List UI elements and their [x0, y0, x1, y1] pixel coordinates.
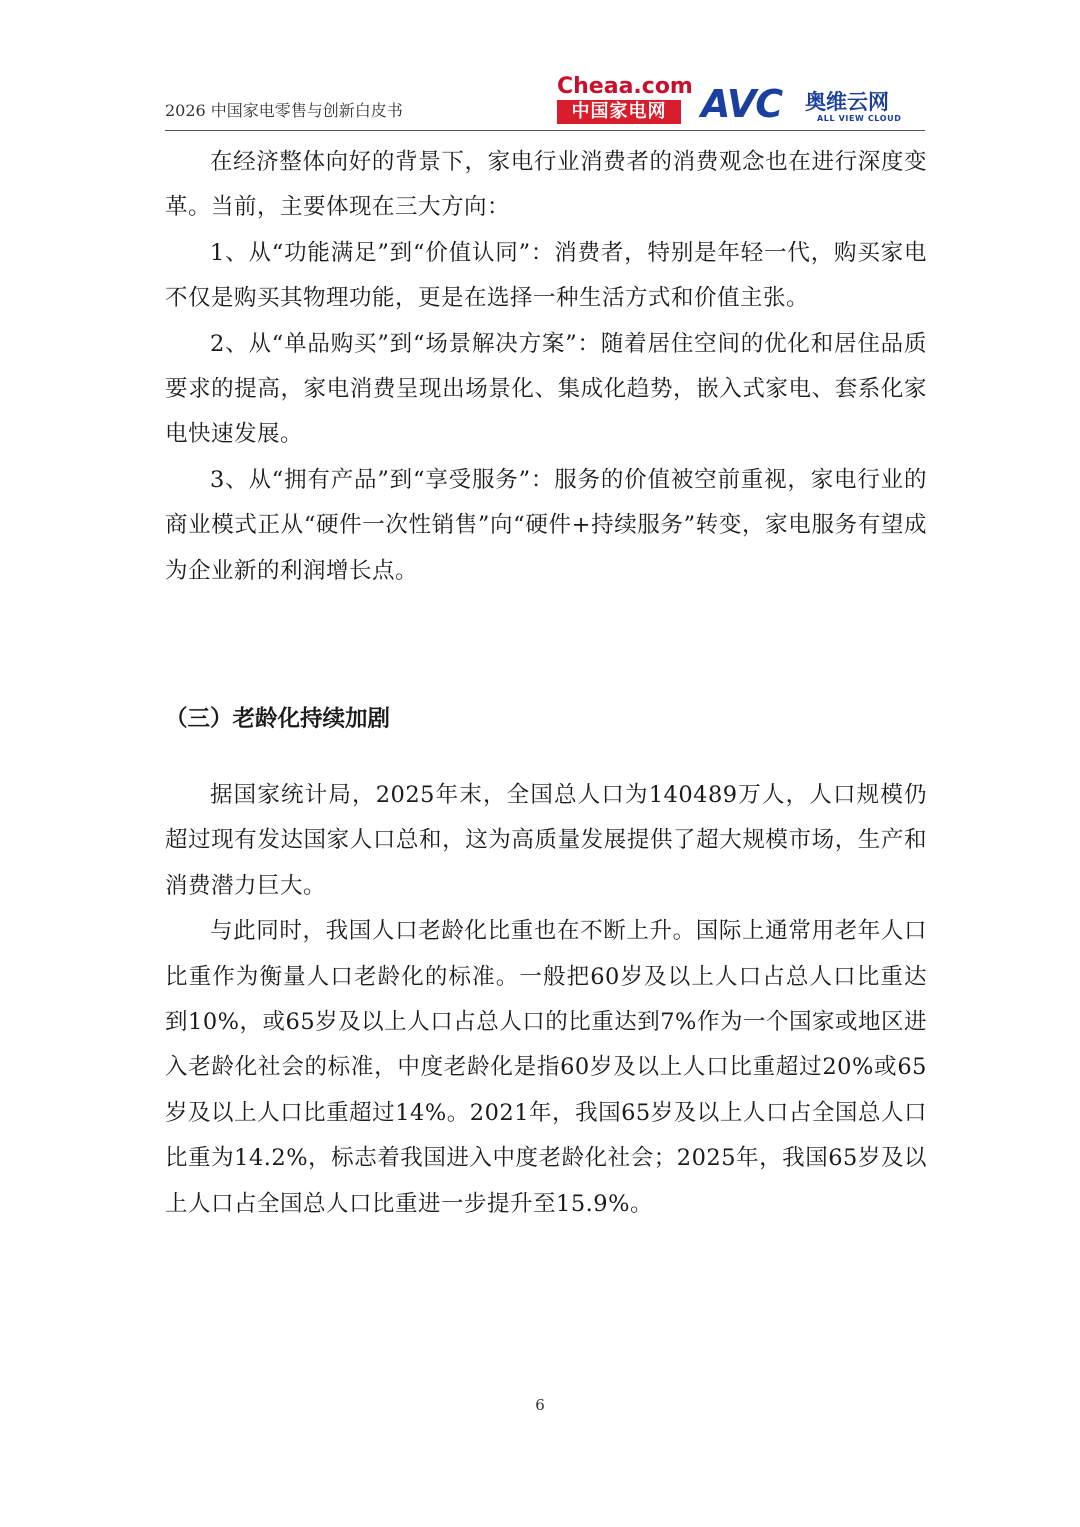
- paragraph: 1、从“功能满足”到“价值认同”：消费者，特别是年轻一代，购买家电不仅是购买其物理功能，更是在选择一种生活方式和价值主张。: [165, 239, 927, 312]
- paragraph: 3、从“拥有产品”到“享受服务”：服务的价值被空前重视，家电行业的商业模式正从“硬件一次性销售”向“硬件+持续服务”转变，家电服务有望成为企业新的利润增长点。: [165, 466, 927, 584]
- page-number: 6: [535, 1396, 545, 1414]
- cheaa-logo-url: Cheaa.com: [557, 74, 693, 99]
- cheaa-logo: [557, 74, 693, 126]
- avc-logo-cn: 奥维云网: [805, 90, 889, 114]
- page-header: [165, 74, 925, 128]
- header-divider: [165, 130, 925, 131]
- paragraph: 与此同时，我国人口老龄化比重也在不断上升。国际上通常用老年人口比重作为衡量人口老龄化的标准。一般把60岁及以上人口占总人口比重达到10%，或65岁及以上人口占总人口的比重达到7%作为一个国家或地区进入老龄化社会的标准，中度老龄化是指60岁及以上人口比重超过20%或65岁及以上人口比重超过14%。2021年，我国65岁及以上人口占全国总人口比重为14.2%，标志着我国进入中度老龄化社会；2025年，我国65岁及以上人口占全国总人口比重进一步提升至15.9%。: [165, 918, 927, 1217]
- section-content: [165, 773, 927, 1227]
- paragraph: 据国家统计局，2025年末，全国总人口为140489万人，人口规模仍超过现有发达国家人口总和，这为高质量发展提供了超大规模市场，生产和消费潜力巨大。: [165, 782, 927, 899]
- paragraph: 2、从“单品购买”到“场景解决方案”：随着居住空间的优化和居住品质要求的提高，家电消费呈现出场景化、集成化趋势，嵌入式家电、套系化家电快速发展。: [165, 330, 927, 448]
- avc-logo-en: ALL VIEW CLOUD: [817, 114, 902, 123]
- header-title: 2026 中国家电零售与创新白皮书: [165, 101, 403, 120]
- avc-logo: [701, 84, 931, 128]
- paragraph: 在经济整体向好的背景下，家电行业消费者的消费观念也在进行深度变革。当前，主要体现在三大方向：: [165, 149, 927, 221]
- avc-logo-mark: AVC: [701, 82, 783, 126]
- section-heading: （三）老龄化持续加剧: [165, 706, 391, 732]
- cheaa-logo-cn: 中国家电网: [557, 100, 681, 124]
- page-content: [165, 140, 927, 594]
